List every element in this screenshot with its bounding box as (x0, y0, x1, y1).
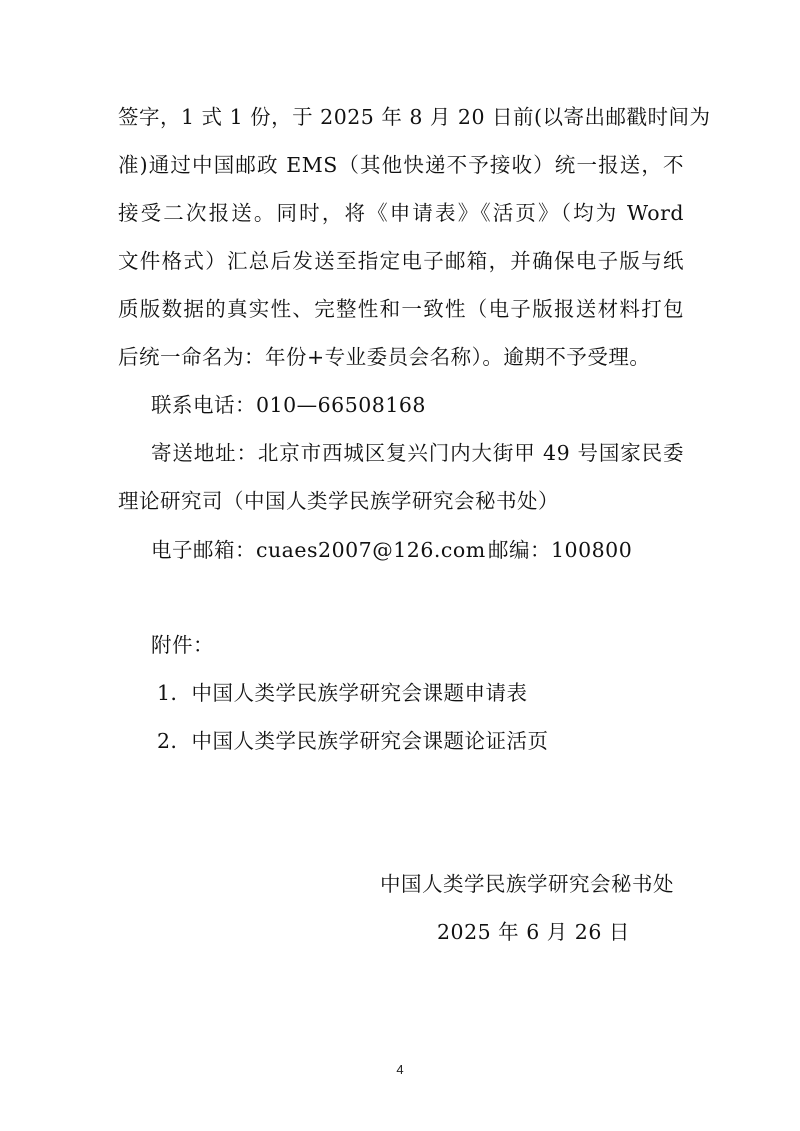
mailing-address-line-2: 理论研究司（中国人类学民族学研究会秘书处） (118, 489, 559, 513)
paragraph-line-4: 文件格式）汇总后发送至指定电子邮箱，并确保电子版与纸 (118, 249, 684, 273)
paragraph-line-6: 后统一命名为：年份+专业委员会名称）。逾期不予受理。 (118, 345, 651, 369)
paragraph-line-2: 准)通过中国邮政 EMS（其他快递不予接收）统一报送，不 (118, 153, 684, 177)
attachments-heading: 附件： (151, 633, 214, 657)
attachment-item-1: 1．中国人类学民族学研究会课题申请表 (157, 681, 528, 705)
mailing-address-line-1: 寄送地址：北京市西城区复兴门内大街甲 49 号国家民委 (151, 441, 684, 465)
signature-organization: 中国人类学民族学研究会秘书处 (380, 872, 674, 896)
contact-phone: 联系电话：010—66508168 (151, 393, 426, 417)
contact-email: 电子邮箱：cuaes2007@126.com (151, 538, 486, 562)
paragraph-line-1: 签字，1 式 1 份，于 2025 年 8 月 20 日前(以寄出邮戳时间为 (118, 105, 711, 129)
paragraph-line-3: 接受二次报送。同时，将《申请表》《活页》（均为 Word (118, 201, 684, 225)
attachment-item-2: 2．中国人类学民族学研究会课题论证活页 (157, 729, 549, 753)
paragraph-line-5: 质版数据的真实性、完整性和一致性（电子版报送材料打包 (118, 297, 684, 321)
postal-code: 邮编：100800 (488, 538, 633, 562)
page-number: 4 (396, 1062, 404, 1077)
signature-date: 2025 年 6 月 26 日 (437, 920, 630, 944)
